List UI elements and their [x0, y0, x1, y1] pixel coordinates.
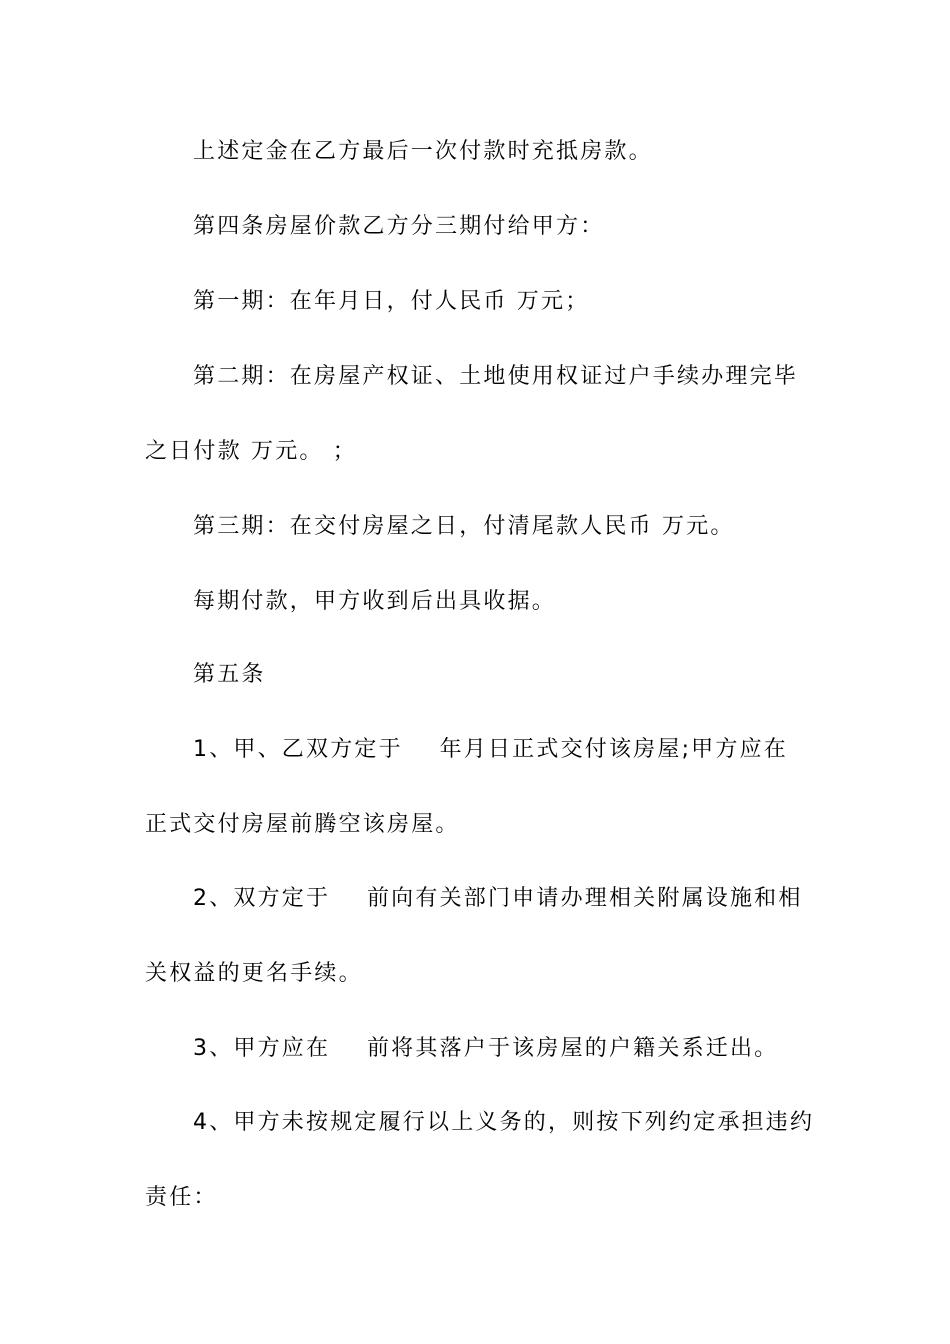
paragraph-deposit-offset: 上述定金在乙方最后一次付款时充抵房款。 — [193, 139, 653, 164]
payment-phase-two-continued: 之日付款 万元。 ； — [145, 439, 357, 464]
payment-phase-one: 第一期：在年月日，付人民币 万元； — [193, 289, 590, 314]
clause-four-continued: 责任： — [145, 1185, 218, 1210]
clause-one: 1、甲、乙双方定于 年月日正式交付该房屋;甲方应在 — [193, 737, 788, 762]
clause-four: 4、甲方未按规定履行以上义务的，则按下列约定承担违约 — [193, 1110, 815, 1135]
article-five-heading: 第五条 — [193, 662, 266, 687]
clause-two: 2、双方定于 前向有关部门申请办理相关附属设施和相 — [193, 886, 803, 911]
clause-one-continued: 正式交付房屋前腾空该房屋。 — [145, 812, 460, 837]
clause-three: 3、甲方应在 前将其落户于该房屋的户籍关系迁出。 — [193, 1036, 779, 1061]
payment-phase-two: 第二期：在房屋产权证、土地使用权证过户手续办理完毕 — [193, 364, 799, 389]
article-four-heading: 第四条房屋价款乙方分三期付给甲方： — [193, 214, 605, 239]
clause-two-continued: 关权益的更名手续。 — [145, 961, 363, 986]
payment-phase-three: 第三期：在交付房屋之日，付清尾款人民币 万元。 — [193, 514, 735, 539]
payment-receipt-note: 每期付款，甲方收到后出具收据。 — [193, 589, 557, 614]
